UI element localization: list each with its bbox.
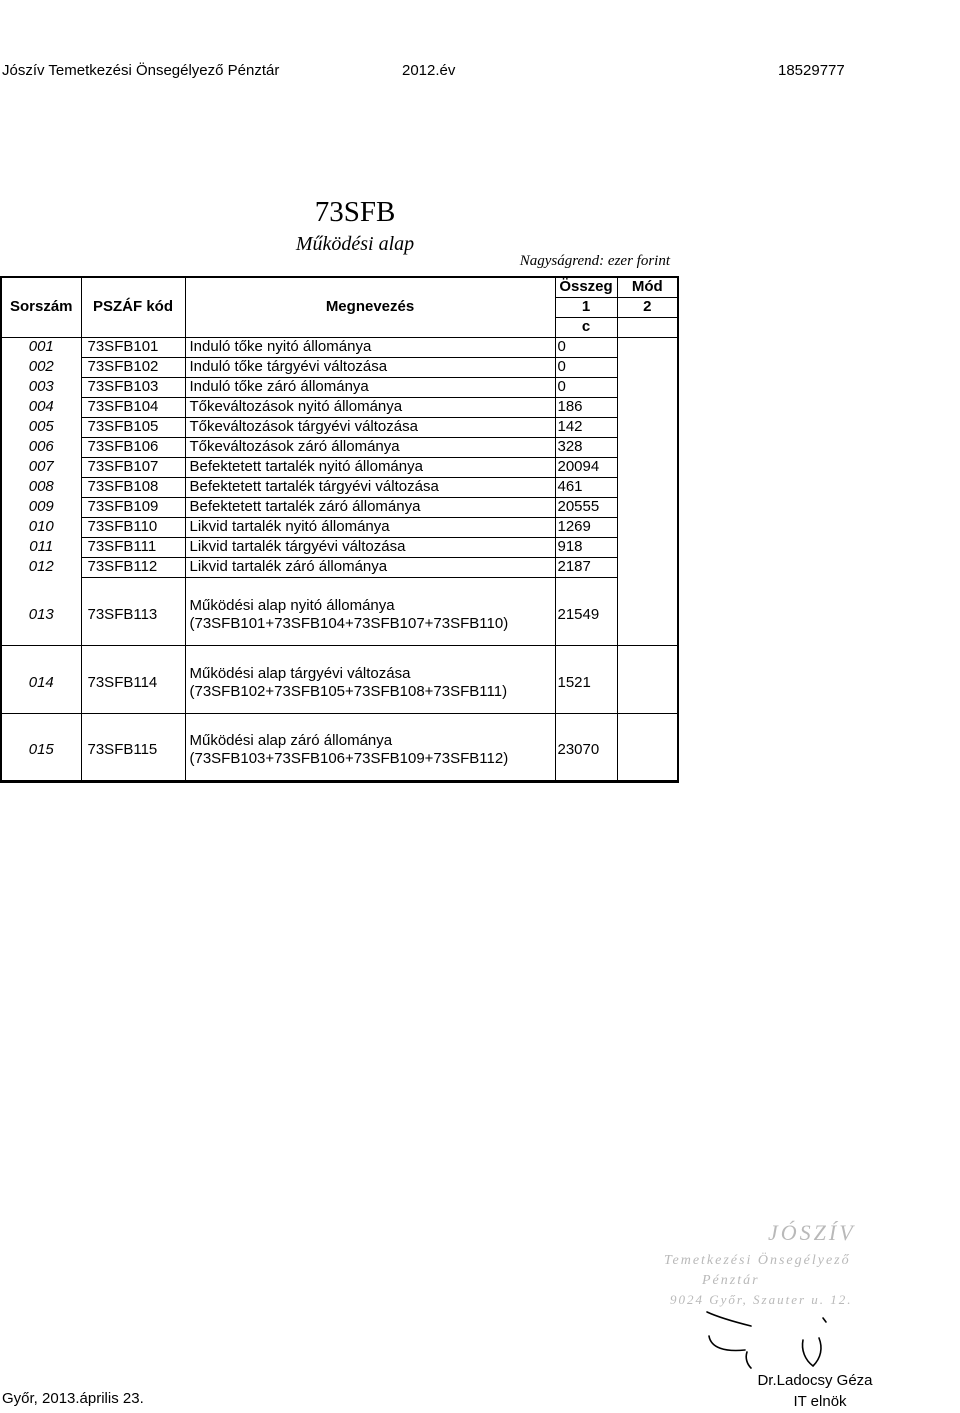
row-code: 73SFB105 [81,417,185,437]
row-code: 73SFB110 [81,517,185,537]
row-value: 0 [555,357,617,377]
row-value: 2187 [555,557,617,577]
row-code: 73SFB102 [81,357,185,377]
table-row [1,457,678,477]
spacer-cell [1,713,81,721]
summary-row [1,721,678,781]
row-name: Tőkeváltozások tárgyévi változása [185,417,555,437]
row-value: 20555 [555,497,617,517]
org-name: Jószív Temetkezési Önsegélyező Pénztár [2,62,280,79]
row-number: 005 [1,417,81,437]
spacer-cell [185,577,555,585]
working-fund-table [0,276,679,783]
page-header [2,62,958,82]
row-mod [617,497,678,517]
row-mod [617,417,678,437]
row-value: 1269 [555,517,617,537]
row-mod [617,337,678,357]
spacer-cell [185,713,555,721]
summary-row-formula: (73SFB102+73SFB105+73SFB108+73SFB111) [189,682,508,700]
header-pszaf-kod: PSZÁF kód [81,277,185,337]
header-col-empty [617,317,678,337]
spacer-cell [1,645,81,653]
table-row [1,537,678,557]
row-number: 004 [1,397,81,417]
row-value: 0 [555,337,617,357]
row-spacer [1,713,678,721]
report-year: 2012.év [402,62,456,79]
header-col-c: c [555,317,617,337]
document-title: 73SFB [314,196,396,228]
summary-row [1,653,678,713]
table-row [1,377,678,397]
row-number: 007 [1,457,81,477]
summary-row-code: 73SFB115 [81,721,185,781]
unit-note: Nagyságrend: ezer forint [519,253,670,269]
row-mod [617,557,678,577]
row-value: 186 [555,397,617,417]
row-number: 012 [1,557,81,577]
row-mod [617,457,678,477]
summary-row-number: 013 [1,585,81,645]
header-col-1: 1 [555,297,617,317]
row-name: Likvid tartalék záró állománya [185,557,555,577]
summary-row-value: 1521 [555,653,617,713]
row-name: Tőkeváltozások záró állománya [185,437,555,457]
row-number: 001 [1,337,81,357]
svg-text:JÓSZÍV: JÓSZÍV [768,1220,856,1245]
table-row [1,497,678,517]
row-code: 73SFB104 [81,397,185,417]
row-value: 0 [555,377,617,397]
header-sorszam: Sorszám [1,277,81,337]
table-row [1,357,678,377]
row-number: 002 [1,357,81,377]
summary-row-number: 014 [1,653,81,713]
row-name: Likvid tartalék nyitó állománya [185,517,555,537]
row-mod [617,357,678,377]
spacer-cell [1,577,81,585]
spacer-cell [555,577,617,585]
summary-row [1,585,678,645]
svg-text:Pénztár: Pénztár [702,1273,760,1288]
row-mod [617,477,678,497]
row-number: 008 [1,477,81,497]
row-mod [617,377,678,397]
table-row [1,437,678,457]
row-name: Tőkeváltozások nyitó állománya [185,397,555,417]
table-row [1,337,678,357]
summary-row-formula: (73SFB103+73SFB106+73SFB109+73SFB112) [189,750,509,768]
summary-row-name-cell [185,585,555,645]
row-value: 142 [555,417,617,437]
row-name: Induló tőke nyitó állománya [185,337,555,357]
summary-row-name: Működési alap nyitó állománya [189,596,395,614]
row-spacer [1,577,678,585]
spacer-cell [617,713,678,721]
row-code: 73SFB109 [81,497,185,517]
signer-name: Dr.Ladocsy Géza [757,1372,873,1389]
row-value: 918 [555,537,617,557]
row-name: Likvid tartalék tárgyévi változása [185,537,555,557]
row-code: 73SFB112 [81,557,185,577]
table-row [1,397,678,417]
summary-row-name-cell [185,653,555,713]
place-date: Győr, 2013.április 23. [2,1390,144,1407]
document-subtitle: Működési alap [295,233,415,255]
spacer-cell [81,577,185,585]
signer-title: IT elnök [793,1393,847,1410]
row-name: Induló tőke záró állománya [185,377,555,397]
header-row-top [1,277,678,297]
row-code: 73SFB111 [81,537,185,557]
header-osszeg: Összeg [555,277,617,297]
summary-row-code: 73SFB114 [81,653,185,713]
spacer-cell [617,577,678,585]
table-row [1,557,678,577]
row-number: 003 [1,377,81,397]
summary-row-name: Működési alap tárgyévi változása [189,664,411,682]
summary-row-value: 21549 [555,585,617,645]
table-row [1,477,678,497]
summary-row-mod [617,585,678,645]
row-number: 009 [1,497,81,517]
summary-row-number: 015 [1,721,81,781]
row-code: 73SFB103 [81,377,185,397]
svg-text:9024 Győr, Szauter u. 12.: 9024 Győr, Szauter u. 12. [670,1292,853,1307]
header-col-2: 2 [617,297,678,317]
spacer-cell [555,713,617,721]
header-megnevezes: Megnevezés [185,277,555,337]
summary-row-mod [617,653,678,713]
row-number: 010 [1,517,81,537]
summary-row-name: Működési alap záró állománya [189,732,393,750]
row-name: Befektetett tartalék záró állománya [185,497,555,517]
row-mod [617,517,678,537]
spacer-cell [81,645,185,653]
row-mod [617,397,678,417]
row-name: Induló tőke tárgyévi változása [185,357,555,377]
spacer-cell [617,645,678,653]
row-spacer [1,645,678,653]
row-code: 73SFB101 [81,337,185,357]
row-name: Befektetett tartalék tárgyévi változása [185,477,555,497]
table-row [1,417,678,437]
row-mod [617,537,678,557]
table-row [1,517,678,537]
row-code: 73SFB106 [81,437,185,457]
row-value: 20094 [555,457,617,477]
summary-row-code: 73SFB113 [81,585,185,645]
spacer-cell [81,713,185,721]
summary-row-formula: (73SFB101+73SFB104+73SFB107+73SFB110) [189,614,509,632]
summary-row-mod [617,721,678,781]
summary-row-name-cell [185,721,555,781]
summary-row-value: 23070 [555,721,617,781]
row-mod [617,437,678,457]
row-number: 006 [1,437,81,457]
row-code: 73SFB108 [81,477,185,497]
spacer-cell [555,645,617,653]
row-code: 73SFB107 [81,457,185,477]
svg-text:Temetkezési Önsegélyező: Temetkezési Önsegélyező [664,1253,851,1268]
row-value: 461 [555,477,617,497]
id-number: 18529777 [778,62,845,79]
spacer-cell [185,645,555,653]
row-name: Befektetett tartalék nyitó állománya [185,457,555,477]
row-value: 328 [555,437,617,457]
row-number: 011 [1,537,81,557]
header-mod: Mód [617,277,678,297]
